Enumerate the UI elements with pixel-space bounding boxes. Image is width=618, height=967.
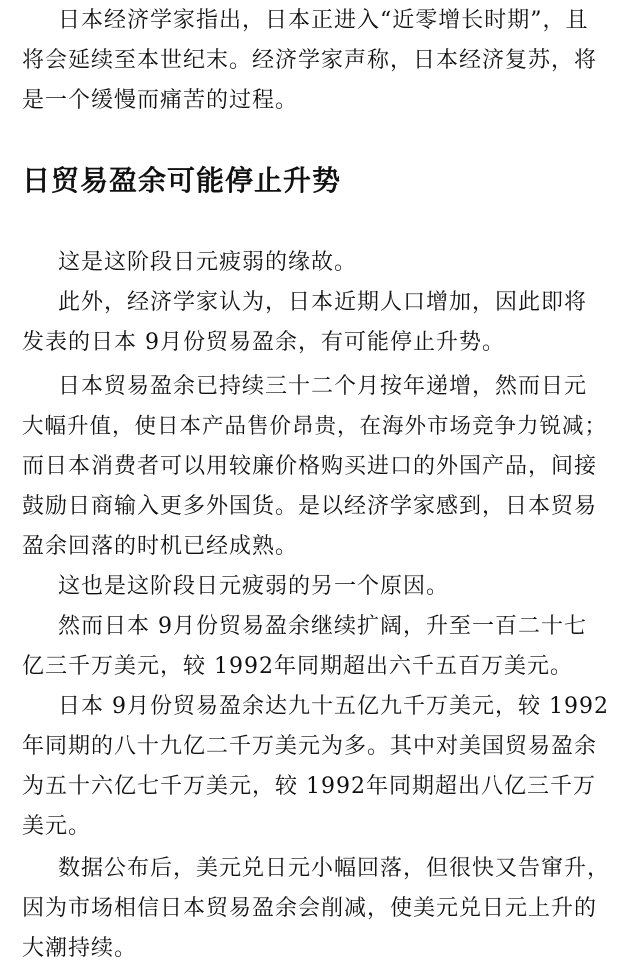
body-line-16: 数据公布后，美元兑日元小幅回落，但很快又告窜升， xyxy=(58,856,611,881)
body-line-11: 亿三千万美元，较 1992年同期超出六千五百万美元。 xyxy=(22,654,573,679)
body-line-2: 此外，经济学家认为，日本近期人口增加，因此即将 xyxy=(58,290,588,315)
body-line-12: 日本 9月份贸易盈余达九十五亿九千万美元，较 1992 xyxy=(58,694,609,719)
body-line-14: 为五十六亿七千万美元，较 1992年同期超出八亿三千万 xyxy=(22,774,596,799)
body-line-15: 美元。 xyxy=(22,814,92,839)
section-heading: 日贸易盈余可能停止升势 xyxy=(22,164,342,197)
body-line-6: 而日本消费者可以用较廉价格购买进口的外国产品，间接 xyxy=(22,454,598,479)
body-line-7: 鼓励日商输入更多外国货。是以经济学家感到，日本贸易 xyxy=(22,494,598,519)
intro-line-2: 将会延续至本世纪末。经济学家声称，日本经济复苏，将 xyxy=(22,48,598,73)
body-line-10: 然而日本 9月份贸易盈余继续扩阔，升至一百二十七 xyxy=(58,614,587,639)
body-line-17: 因为市场相信日本贸易盈余会削减，使美元兑日元上升的 xyxy=(22,896,598,921)
intro-line-1: 日本经济学家指出，日本正进入“近零增长时期”，且 xyxy=(58,8,589,33)
body-line-18: 大潮持续。 xyxy=(22,936,138,961)
body-line-4: 日本贸易盈余已持续三十二个月按年递增，然而日元 xyxy=(58,374,588,399)
body-line-1: 这是这阶段日元疲弱的缘故。 xyxy=(58,250,358,275)
intro-line-3: 是一个缓慢而痛苦的过程。 xyxy=(22,88,299,113)
body-line-3: 发表的日本 9月份贸易盈余，有可能停止升势。 xyxy=(22,330,505,355)
body-line-9: 这也是这阶段日元疲弱的另一个原因。 xyxy=(58,574,450,599)
body-line-13: 年同期的八十九亿二千万美元为多。其中对美国贸易盈余 xyxy=(22,734,598,759)
body-line-5: 大幅升值，使日本产品售价昂贵，在海外市场竞争力锐减； xyxy=(22,414,608,439)
body-line-8: 盈余回落的时机已经成熟。 xyxy=(22,534,299,559)
